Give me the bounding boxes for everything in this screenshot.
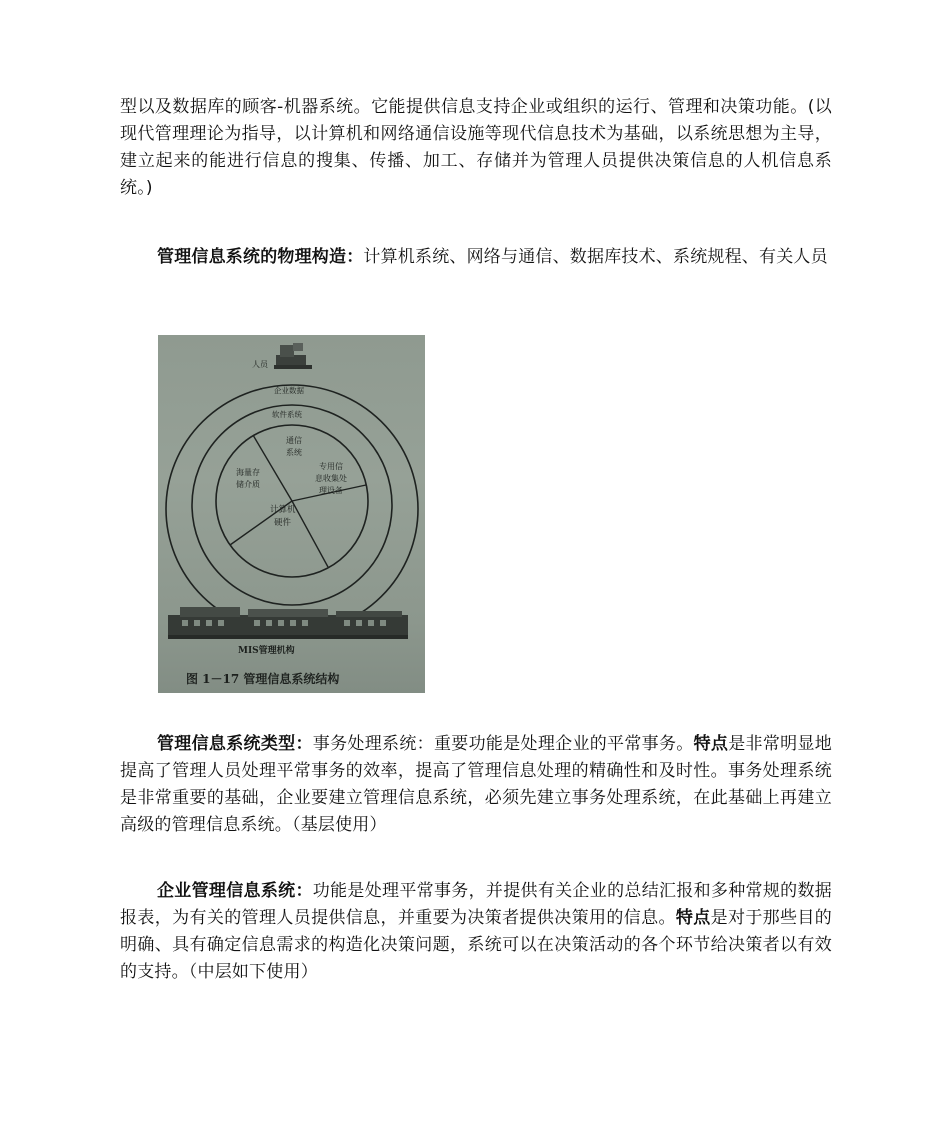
ring-inner-label: 软件系统 bbox=[272, 410, 302, 419]
paragraph-text: 是非常明显地提高了管理人员处理平常事务的效率，提高了管理信息处理的精确性和及时性。事务处理系统是非常重要的基础，企业要建立管理信息系统，必须先建立事务处理系统，在此基础上再建立高级的管理信息系统。（基层使用） bbox=[120, 734, 832, 835]
segment-left-line2: 储介质 bbox=[236, 480, 260, 489]
paragraph-text: 功能是处理平常事务，并提供有关企业的总结汇报和多种常规的数据报表，为有关的管理人员提供信息，并重要为决策者提供决策用的信息。 bbox=[120, 881, 832, 928]
paragraph-mis-definition bbox=[120, 94, 832, 202]
segment-bottom-line1: 计算机 bbox=[270, 505, 296, 515]
paragraph-enterprise-mis bbox=[120, 878, 832, 986]
segment-right-line2: 息收集处 bbox=[315, 474, 347, 483]
building-label: MIS管理机构 bbox=[238, 646, 295, 656]
mis-structure-diagram bbox=[158, 335, 425, 693]
segment-top-line2: 系统 bbox=[286, 448, 302, 457]
segment-bottom-line2: 硬件 bbox=[274, 518, 292, 528]
ring-outer-label: 企业数据 bbox=[274, 386, 304, 395]
paragraph-text: 是对于那些目的明确、具有确定信息需求的构造化决策问题，系统可以在决策活动的各个环节给决策者以有效的支持。（中层如下使用） bbox=[120, 908, 832, 982]
people-icon bbox=[274, 343, 312, 369]
paragraph-text: 事务处理系统：重要功能是处理企业的平常事务。 bbox=[312, 734, 694, 754]
paragraph-mis-types bbox=[120, 731, 832, 839]
segment-right-line3: 理设备 bbox=[319, 486, 343, 495]
mis-structure-figure bbox=[158, 335, 425, 693]
paragraph-heading: 管理信息系统的物理构造： bbox=[157, 247, 364, 267]
segment-right-line1: 专用信 bbox=[319, 462, 343, 471]
building-icon bbox=[168, 607, 408, 639]
segment-top-line1: 通信 bbox=[286, 436, 302, 445]
paragraph-emphasis: 特点 bbox=[693, 734, 729, 754]
paragraph-text: 型以及数据库的顾客-机器系统。它能提供信息支持企业或组织的运行、管理和决策功能。(以现代管理理论为指导，以计算机和网络通信设施等现代信息技术为基础，以系统思想为主导，建立起来的能进行信息的搜集、传播、加工、存储并为管理人员提供决策信息的人机信息系统。) bbox=[120, 97, 832, 198]
paragraph-heading: 管理信息系统类型： bbox=[157, 734, 313, 754]
paragraph-emphasis: 特点 bbox=[675, 908, 711, 928]
paragraph-text: 计算机系统、网络与通信、数据库技术、系统规程、有关人员 bbox=[363, 247, 828, 267]
figure-caption: 图 1－17 管理信息系统结构 bbox=[186, 672, 340, 686]
people-label: 人员 bbox=[252, 360, 268, 369]
paragraph-physical-structure bbox=[120, 244, 832, 271]
paragraph-heading: 企业管理信息系统： bbox=[157, 881, 313, 901]
segment-left-line1: 海量存 bbox=[236, 468, 260, 477]
